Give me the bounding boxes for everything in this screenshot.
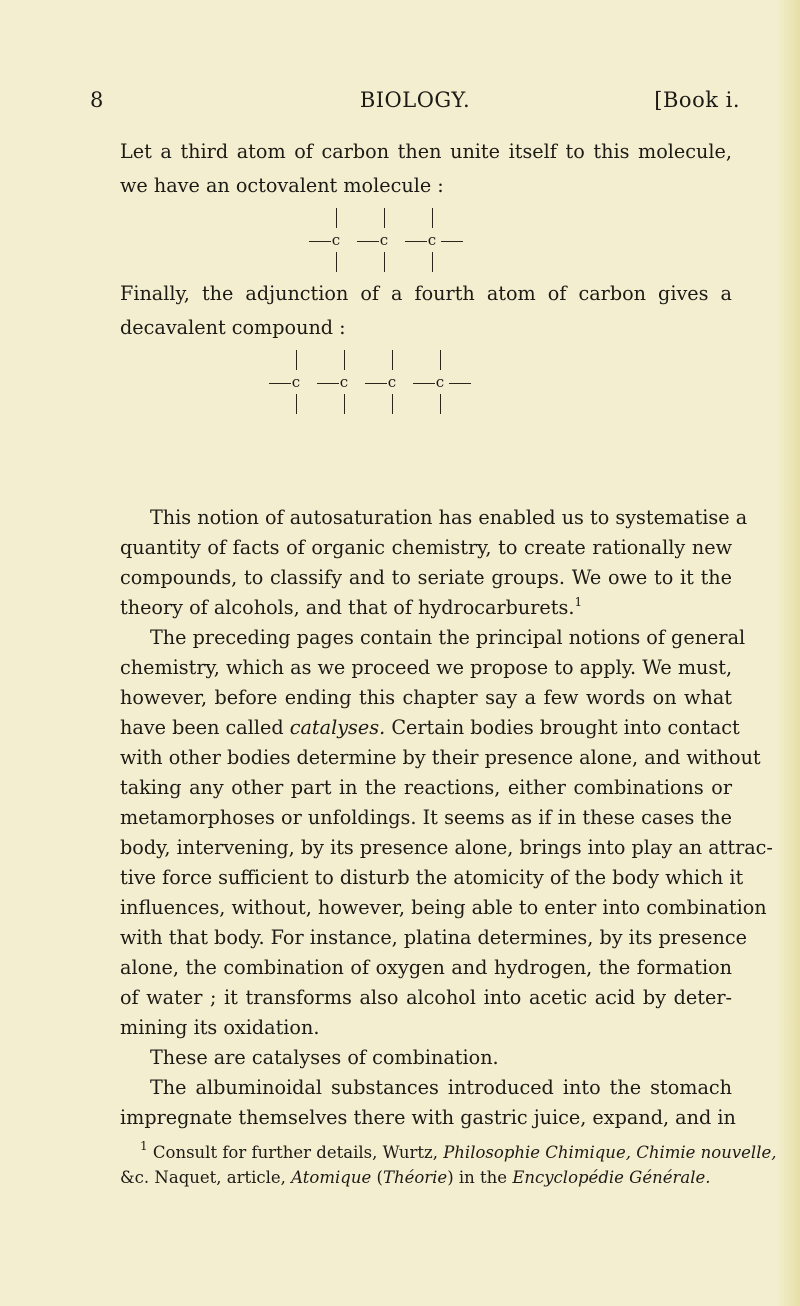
- bond-up: [336, 208, 337, 228]
- carbon-atom: c: [339, 373, 349, 391]
- bond-up: [392, 350, 393, 370]
- book-label: [Book i.: [654, 88, 740, 112]
- paragraph-line: quantity of facts of organic chemistry, to create rationally new: [120, 536, 732, 559]
- decavalent-formula: [260, 348, 560, 412]
- bond-down: [392, 394, 393, 414]
- footnote-title: Encyclopédie Générale.: [512, 1168, 711, 1187]
- paragraph-line: taking any other part in the reactions, either combinations or: [120, 776, 732, 799]
- page-number: 8: [90, 88, 104, 112]
- carbon-atom: c: [387, 373, 397, 391]
- carbon-atom: c: [379, 231, 389, 249]
- single-bond-dash: [405, 241, 427, 242]
- bond-down: [336, 252, 337, 272]
- paragraph-line: with other bodies determine by their presence alone, and without: [120, 746, 761, 769]
- bond-down: [384, 252, 385, 272]
- carbon-atom: c: [427, 231, 437, 249]
- paragraph-line: of water ; it transforms also alcohol into acetic acid by deter-: [120, 986, 732, 1009]
- paragraph-line: tive force sufficient to disturb the atomicity of the body which it: [120, 866, 744, 889]
- single-bond-dash: [449, 383, 471, 384]
- footnote-text: Consult for further details, Wurtz,: [152, 1143, 444, 1162]
- single-bond-dash: [365, 383, 387, 384]
- single-bond-dash: [413, 383, 435, 384]
- bond-up: [440, 350, 441, 370]
- single-bond-dash: [357, 241, 379, 242]
- footnote-text: (: [371, 1168, 383, 1187]
- single-bond-dash: [441, 241, 463, 242]
- footnote-ref: 1: [574, 595, 583, 609]
- line-text: Certain bodies brought into contact: [385, 716, 740, 739]
- running-title: BIOLOGY.: [359, 88, 471, 112]
- single-bond-dash: [269, 383, 291, 384]
- paragraph-line: metamorphoses or unfoldings. It seems as if in these cases the: [120, 806, 732, 829]
- text-line: decavalent compound :: [120, 316, 346, 339]
- line-text: have been called: [120, 716, 290, 739]
- footnote-title: Théorie: [382, 1168, 448, 1187]
- footnote-text: ) in the: [447, 1168, 513, 1187]
- octovalent-formula: [300, 206, 520, 270]
- footnote-title: Atomique: [291, 1168, 372, 1187]
- paragraph-line: compounds, to classify and to seriate groups. We owe to it the: [120, 566, 732, 589]
- paragraph-line: body, intervening, by its presence alone, brings into play an attrac-: [120, 836, 773, 859]
- bond-down: [432, 252, 433, 272]
- paragraph-line: alone, the combination of oxygen and hydrogen, the formation: [120, 956, 732, 979]
- footnote-line: [120, 1166, 732, 1190]
- carbon-atom: c: [291, 373, 301, 391]
- single-bond-dash: [317, 383, 339, 384]
- footnote-line: [120, 1139, 777, 1165]
- term-catalyses: catalyses.: [289, 716, 386, 739]
- line-text: theory of alcohols, and that of hydrocarburets.: [120, 596, 575, 619]
- bond-down: [296, 394, 297, 414]
- paragraph-line: [120, 594, 732, 622]
- footnote-mark: 1: [140, 1139, 148, 1153]
- bond-up: [384, 208, 385, 228]
- bond-down: [344, 394, 345, 414]
- paragraph-line: with that body. For instance, platina determines, by its presence: [120, 926, 747, 949]
- running-header: [90, 88, 740, 118]
- paragraph-line: [120, 714, 740, 742]
- paragraph-line: influences, without, however, being able to enter into combination: [120, 896, 767, 919]
- bond-down: [440, 394, 441, 414]
- paragraph-line: however, before ending this chapter say a few words on what: [120, 686, 732, 709]
- page-edge: [776, 0, 800, 1306]
- text-line: Let a third atom of carbon then unite itself to this molecule,: [120, 140, 732, 163]
- bond-up: [344, 350, 345, 370]
- paragraph-line: impregnate themselves there with gastric juice, expand, and in: [120, 1106, 736, 1129]
- paragraph-line: chemistry, which as we proceed we propose to apply. We must,: [120, 656, 733, 679]
- single-bond-dash: [309, 241, 331, 242]
- text-line: we have an octovalent molecule :: [120, 174, 444, 197]
- paragraph-line: This notion of autosaturation has enabled us to systematise a: [150, 506, 748, 529]
- footnote-title: Philosophie Chimique, Chimie nouvelle,: [443, 1143, 777, 1162]
- carbon-atom: c: [435, 373, 445, 391]
- carbon-atom: c: [331, 231, 341, 249]
- bond-up: [296, 350, 297, 370]
- footnote-text: &c. Naquet, article,: [120, 1168, 292, 1187]
- paragraph-line: The preceding pages contain the principal notions of general: [150, 626, 746, 649]
- paragraph-line: mining its oxidation.: [120, 1016, 320, 1039]
- paragraph-line: These are catalyses of combination.: [150, 1046, 499, 1069]
- paragraph-line: The albuminoidal substances introduced into the stomach: [150, 1076, 732, 1099]
- bond-up: [432, 208, 433, 228]
- text-line: Finally, the adjunction of a fourth atom of carbon gives a: [120, 282, 732, 305]
